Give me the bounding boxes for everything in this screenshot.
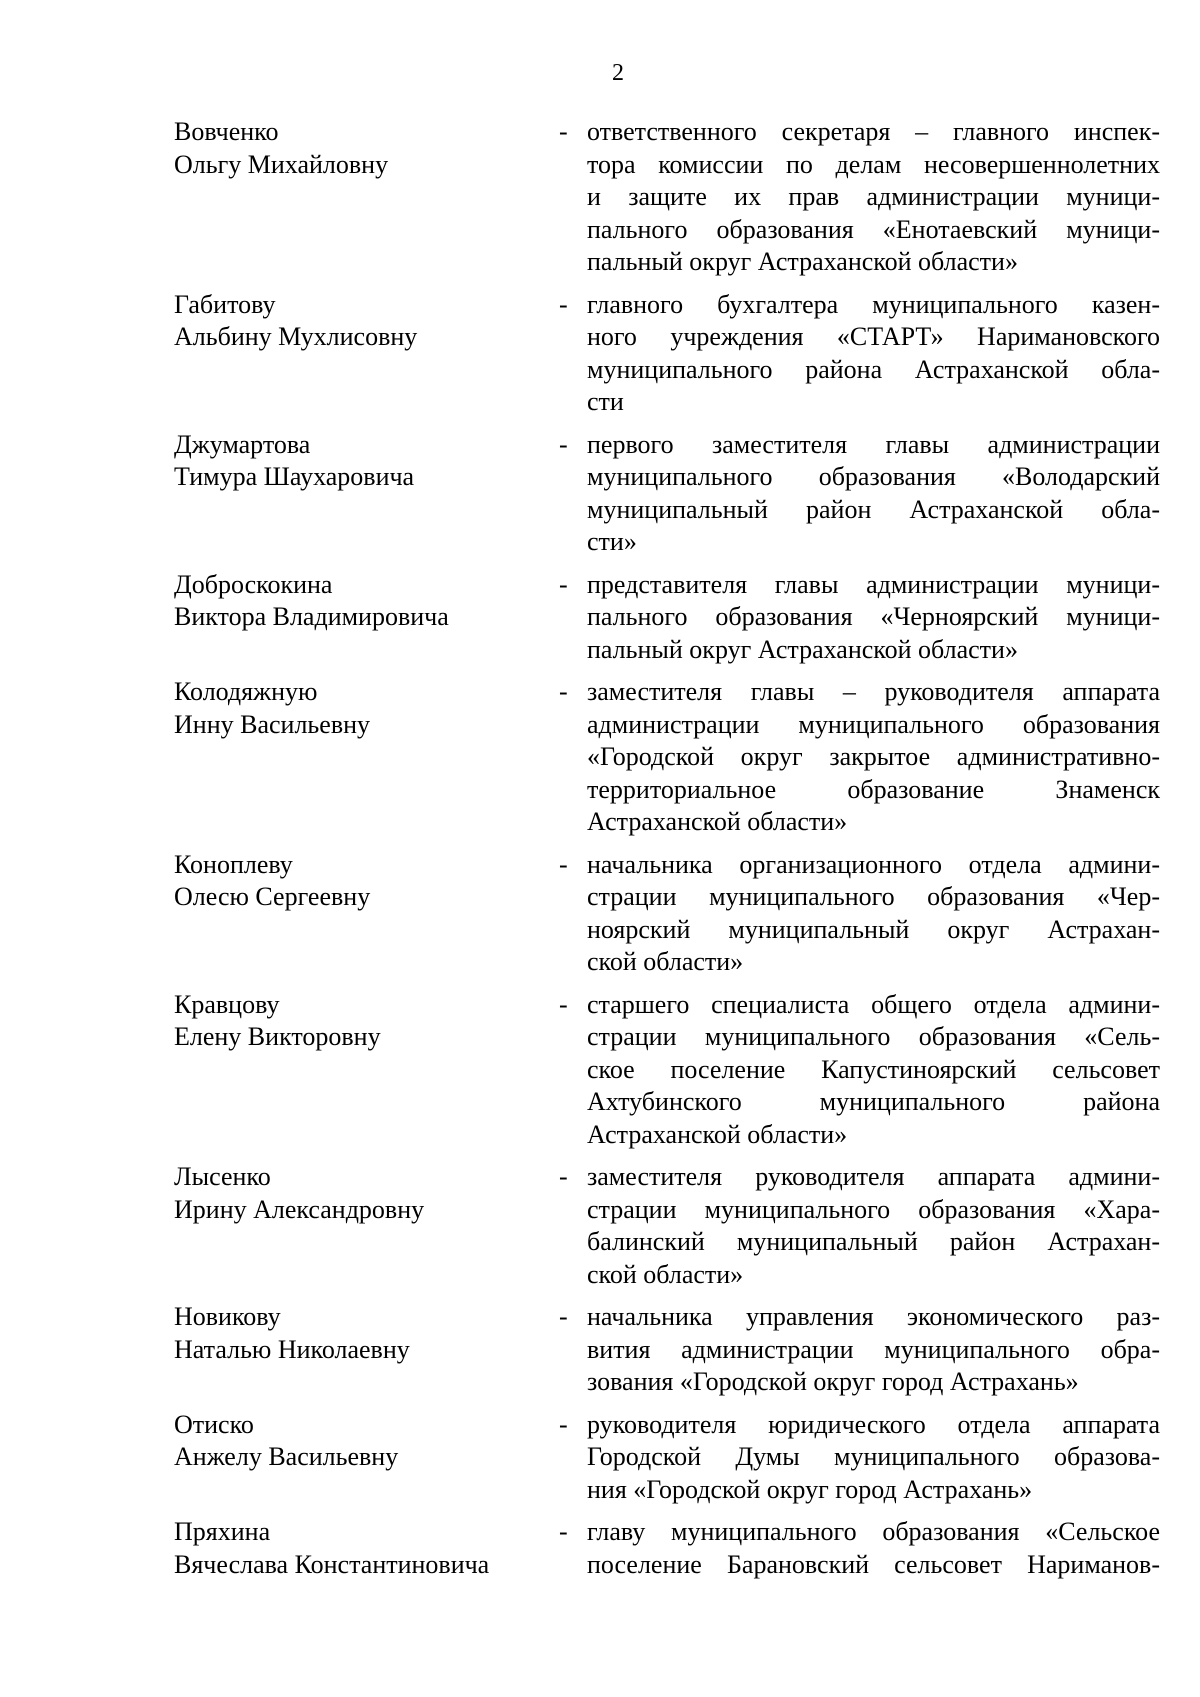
member-position [587, 429, 1160, 559]
member-given-names: Инну Васильевну [174, 709, 371, 739]
member-name [174, 429, 557, 494]
list-item [174, 989, 1160, 1152]
position-line: ного учреждения «СТАРТ» Наримановского [587, 322, 1160, 351]
position-line: страции муниципального образования «Чер- [587, 882, 1160, 911]
position-line: Астраханской области» [587, 807, 848, 836]
list-item [174, 1516, 1160, 1581]
member-list [174, 116, 1160, 1591]
position-line: муниципального района Астраханской обла- [587, 354, 1160, 384]
list-item [174, 849, 1160, 979]
list-item [174, 1161, 1160, 1291]
member-name [174, 1301, 557, 1366]
list-item [174, 1409, 1160, 1507]
dash-separator: - [559, 569, 568, 599]
dash-separator: - [559, 117, 568, 146]
member-position [587, 1516, 1160, 1581]
position-line: пального образования «Енотаевский муници- [587, 214, 1160, 244]
dash-separator: - [559, 677, 568, 706]
position-line: зования «Городской округ город Астрахань» [587, 1367, 1079, 1396]
member-given-names: Виктора Владимировича [174, 602, 449, 631]
member-name [174, 116, 557, 181]
dash-separator: - [559, 1517, 568, 1546]
member-given-names: Тимура Шаухаровича [174, 462, 415, 491]
position-line: ской области» [587, 947, 744, 976]
position-line: балинский муниципальный район Астрахан- [587, 1227, 1160, 1256]
member-name [174, 989, 557, 1054]
member-name [174, 676, 557, 741]
member-surname: Доброскокина [174, 569, 333, 599]
member-position [587, 289, 1160, 419]
position-line: ния «Городской округ город Астрахань» [587, 1474, 1033, 1504]
position-line: начальника управления экономического раз- [587, 1302, 1160, 1331]
member-given-names: Елену Викторовну [174, 1022, 381, 1051]
position-line: пального образования «Черноярский муници- [587, 602, 1160, 631]
list-item [174, 676, 1160, 839]
member-given-names: Вячеслава Константиновича [174, 1549, 490, 1579]
member-given-names: Наталью Николаевну [174, 1334, 410, 1364]
member-name [174, 1161, 557, 1226]
position-line: поселение Барановский сельсовет Нариманов- [587, 1549, 1160, 1579]
position-line: муниципального образования «Володарский [587, 462, 1160, 491]
member-surname: Колодяжную [174, 677, 318, 706]
member-given-names: Олесю Сергеевну [174, 882, 371, 911]
position-line: сти» [587, 527, 637, 556]
position-line: администрации муниципального образования [587, 709, 1160, 739]
dash-separator: - [559, 429, 568, 459]
member-surname: Габитову [174, 289, 276, 319]
position-line: заместителя главы – руководителя аппарата [587, 677, 1160, 706]
member-surname: Коноплеву [174, 849, 293, 879]
member-surname: Джумартова [174, 429, 311, 459]
position-line: Астраханской области» [587, 1119, 848, 1149]
member-given-names: Ирину Александровну [174, 1194, 425, 1224]
dash-separator: - [559, 1302, 568, 1331]
list-item [174, 116, 1160, 279]
position-line: начальника организационного отдела админи- [587, 849, 1160, 879]
list-item [174, 289, 1160, 419]
member-given-names: Ольгу Михайловну [174, 149, 389, 179]
position-line: ское поселение Капустиноярский сельсовет [587, 1054, 1160, 1084]
page-number: 2 [612, 60, 624, 86]
position-line: территориальное образование Знаменск [587, 774, 1160, 804]
dash-separator: - [559, 289, 568, 319]
member-name [174, 1409, 557, 1474]
dash-separator: - [559, 989, 568, 1019]
position-line: и защите их прав администрации муници- [587, 182, 1160, 211]
member-surname: Пряхина [174, 1517, 271, 1546]
member-surname: Вовченко [174, 117, 279, 146]
member-name [174, 289, 557, 354]
member-name [174, 569, 557, 634]
member-surname: Лысенко [174, 1162, 271, 1191]
position-line: представителя главы администрации муници- [587, 569, 1160, 599]
list-item [174, 1301, 1160, 1399]
member-surname: Новикову [174, 1302, 281, 1331]
position-line: тора комиссии по делам несовершеннолетних [587, 149, 1160, 179]
dash-separator: - [559, 1162, 568, 1191]
position-line: первого заместителя главы администрации [587, 429, 1160, 459]
position-line: главного бухгалтера муниципального казен- [587, 289, 1160, 319]
dash-separator: - [559, 849, 568, 879]
member-position [587, 1161, 1160, 1291]
member-position [587, 849, 1160, 979]
position-line: пальный округ Астраханской области» [587, 634, 1018, 664]
position-line: сти [587, 387, 624, 416]
member-surname: Отиско [174, 1409, 254, 1439]
position-line: главу муниципального образования «Сельское [587, 1517, 1160, 1546]
position-line: ответственного секретаря – главного инспек- [587, 117, 1160, 146]
position-line: муниципальный район Астраханской обла- [587, 494, 1160, 524]
position-line: вития администрации муниципального обра- [587, 1334, 1160, 1364]
member-position [587, 116, 1160, 279]
member-name [174, 849, 557, 914]
member-position [587, 676, 1160, 839]
member-given-names: Анжелу Васильевну [174, 1442, 399, 1471]
member-name [174, 1516, 557, 1581]
member-position [587, 989, 1160, 1152]
position-line: страции муниципального образования «Хара- [587, 1194, 1160, 1224]
position-line: руководителя юридического отдела аппарата [587, 1409, 1160, 1439]
list-item [174, 429, 1160, 559]
member-position [587, 1301, 1160, 1399]
position-line: ноярский муниципальный округ Астрахан- [587, 914, 1160, 944]
position-line: страции муниципального образования «Сель- [587, 1022, 1160, 1051]
member-surname: Кравцову [174, 989, 280, 1019]
member-position [587, 569, 1160, 667]
list-item [174, 569, 1160, 667]
position-line: старшего специалиста общего отдела админи- [587, 989, 1160, 1019]
position-line: пальный округ Астраханской области» [587, 247, 1018, 276]
dash-separator: - [559, 1409, 568, 1439]
position-line: Ахтубинского муниципального района [587, 1087, 1160, 1116]
position-line: ской области» [587, 1259, 744, 1289]
member-given-names: Альбину Мухлисовну [174, 322, 418, 351]
member-position [587, 1409, 1160, 1507]
position-line: «Городской округ закрытое административно- [587, 742, 1160, 771]
position-line: заместителя руководителя аппарата админи- [587, 1162, 1160, 1191]
position-line: Городской Думы муниципального образова- [587, 1442, 1160, 1471]
